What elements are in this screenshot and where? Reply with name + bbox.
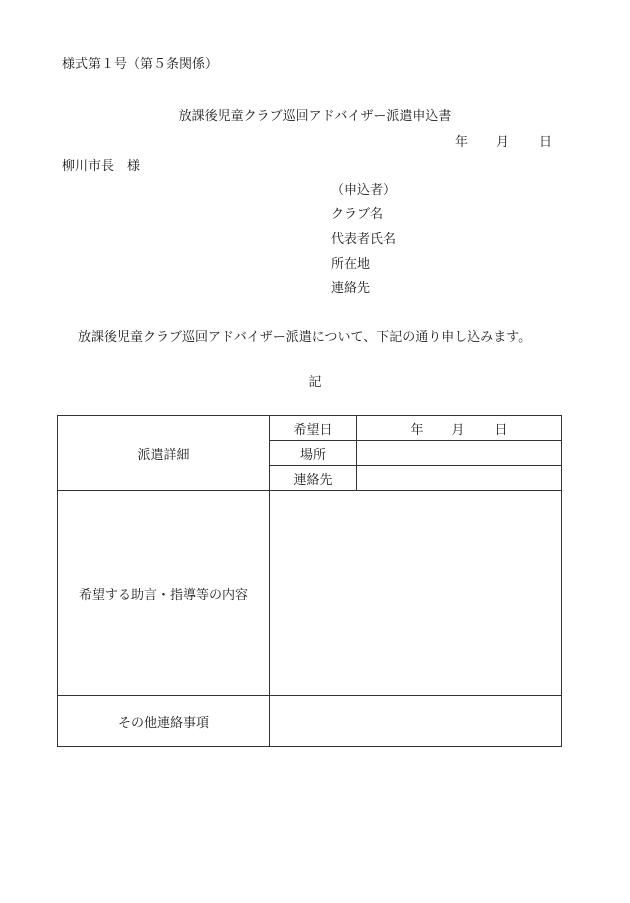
date-month: 月	[496, 135, 510, 150]
advice-content-field[interactable]	[270, 491, 562, 696]
ki-label: 記	[308, 375, 322, 390]
applicant-heading: （申込者）	[331, 183, 397, 198]
intro-text: 放課後児童クラブ巡回アドバイザー派遣について、下記の通り申し込みます。	[78, 330, 532, 345]
form-number: 様式第１号（第５条関係）	[62, 57, 219, 72]
document-title: 放課後児童クラブ巡回アドバイザー派遣申込書	[178, 109, 452, 124]
application-date	[455, 136, 552, 149]
other-notes-label: その他連絡事項	[58, 696, 270, 747]
desired-date-year: 年	[410, 422, 424, 438]
applicant-club-name-label: クラブ名	[331, 207, 384, 222]
location-field[interactable]	[357, 441, 562, 466]
advice-content-label: 希望する助言・指導等の内容	[58, 491, 270, 696]
applicant-representative-label: 代表者氏名	[331, 232, 397, 247]
desired-date-field[interactable]	[357, 416, 562, 441]
applicant-contact-label: 連絡先	[331, 281, 371, 296]
desired-date-month: 月	[451, 422, 465, 438]
applicant-address-label: 所在地	[331, 257, 371, 272]
other-notes-field[interactable]	[270, 696, 562, 747]
application-table	[57, 415, 562, 747]
desired-date-day: 日	[494, 422, 508, 438]
location-label: 場所	[270, 441, 357, 466]
desired-date-label: 希望日	[270, 416, 357, 441]
dispatch-details-label: 派遣詳細	[58, 416, 270, 491]
date-year: 年	[455, 135, 469, 150]
date-day: 日	[539, 135, 553, 150]
addressee: 柳川市長 様	[62, 159, 141, 174]
contact-field[interactable]	[357, 466, 562, 491]
contact-label: 連絡先	[270, 466, 357, 491]
